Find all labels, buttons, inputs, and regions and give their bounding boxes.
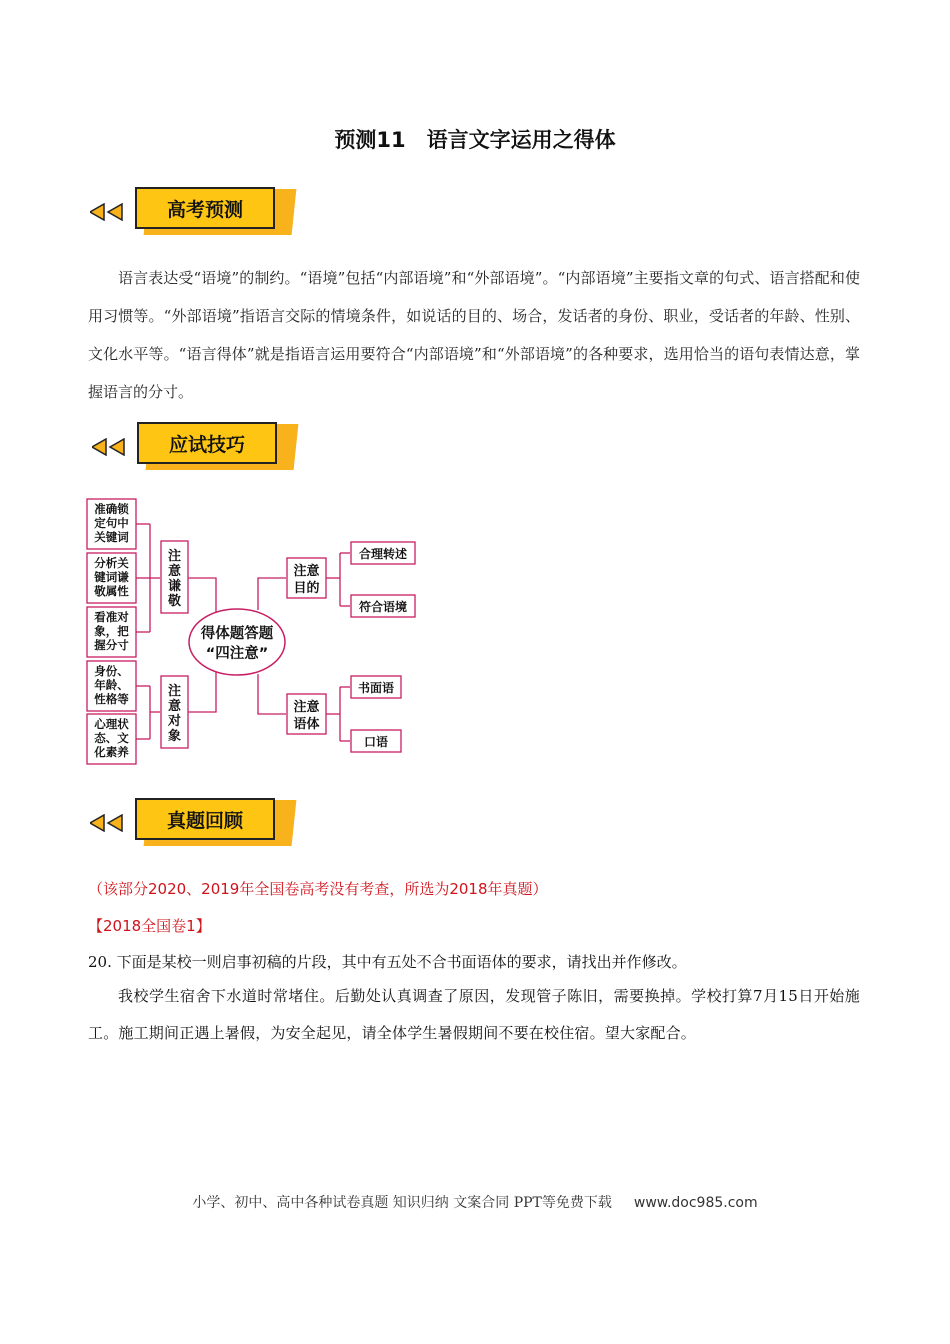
- double-left-arrow-icon: [90, 814, 130, 832]
- section-title-review: 真题回顾: [135, 798, 275, 840]
- respect-leaf-2: [87, 553, 136, 603]
- page-footer: [0, 1192, 950, 1212]
- svg-text:准确锁: 准确锁: [94, 502, 129, 516]
- style-leaf-1: [351, 676, 401, 698]
- forecast-paragraph: 语言表达受“语境”的制约。“语境”包括“内部语境”和“外部语境”。“内部语境”主要指文章的句式、语言搭配和使用习惯等。“外部语境”指语言交际的情境条件，如说话的目的、场合，发话者的身份、职业，受话者的年龄、性别、文化水平等。“语言得体”就是指语言运用要符合“内部语境”和“外部语境”的各种要求，选用恰当的语句表情达意，掌握语言的分寸。: [88, 269, 860, 401]
- svg-text:年龄、: 年龄、: [94, 678, 129, 692]
- respect-leaf-3: [87, 607, 136, 657]
- section-title-skills: 应试技巧: [137, 422, 277, 464]
- footer-url[interactable]: www.doc985.com: [633, 1195, 758, 1211]
- purpose-leaf-2: [351, 595, 415, 617]
- svg-text:目的: 目的: [293, 581, 320, 596]
- svg-text:分析关: 分析关: [94, 556, 129, 570]
- svg-text:键词谦: 键词谦: [94, 570, 129, 584]
- source-tag: 【2018全国卷1】: [88, 917, 211, 935]
- double-left-arrow-icon: [92, 438, 132, 456]
- svg-text:注意: 注意: [293, 564, 320, 579]
- svg-text:“四注意”: “四注意”: [205, 646, 269, 662]
- svg-text:口语: 口语: [363, 735, 389, 749]
- review-note: （该部分2020、2019年全国卷高考没有考查，所选为2018年真题）: [88, 880, 548, 898]
- style-leaf-2: [351, 730, 401, 752]
- svg-text:性格等: 性格等: [94, 692, 129, 706]
- mindmap-center: [189, 609, 285, 675]
- svg-text:得体题答题: 得体题答题: [200, 626, 274, 642]
- respect-leaf-1: [87, 499, 136, 549]
- branch-label: 注意谦敬: [167, 549, 182, 609]
- branch-purpose: [287, 558, 326, 598]
- svg-text:符合语境: 符合语境: [358, 600, 408, 614]
- svg-text:书面语: 书面语: [357, 681, 395, 695]
- branch-style: [287, 694, 326, 734]
- footer-text: 小学、初中、高中各种试卷真题 知识归纳 文案合同 PPT等免费下载: [192, 1195, 612, 1211]
- svg-text:合理转述: 合理转述: [358, 547, 408, 561]
- object-leaf-2: [87, 714, 136, 764]
- svg-text:敬属性: 敬属性: [94, 584, 129, 598]
- svg-text:看准对: 看准对: [94, 610, 129, 624]
- svg-text:关键词: 关键词: [94, 530, 129, 544]
- svg-text:注意: 注意: [293, 700, 320, 715]
- double-left-arrow-icon: [90, 203, 130, 221]
- svg-text:握分寸: 握分寸: [94, 638, 129, 652]
- notice-passage: 我校学生宿舍下水道时常堵住。后勤处认真调查了原因，发现管子陈旧，需要换掉。学校打算7月15日开始施工。施工期间正遇上暑假，为安全起见，请全体学生暑假期间不要在校住宿。望大家配合。: [88, 987, 860, 1042]
- answer-mindmap: [84, 496, 424, 768]
- section-title-forecast: 高考预测: [135, 187, 275, 229]
- purpose-leaf-1: [351, 542, 415, 564]
- svg-text:象，把: 象，把: [94, 624, 129, 638]
- question-20: 20. 下面是某校一则启事初稿的片段，其中有五处不合书面语体的要求，请找出并作修改。: [88, 953, 687, 971]
- svg-text:身份、: 身份、: [94, 664, 129, 678]
- svg-text:语体: 语体: [293, 717, 320, 732]
- svg-text:态、文: 态、文: [94, 731, 129, 745]
- branch-label: 注意对象: [167, 684, 182, 744]
- svg-text:化素养: 化素养: [94, 745, 129, 759]
- svg-text:心理状: 心理状: [94, 717, 129, 731]
- page-title: 预测11 语言文字运用之得体: [334, 128, 616, 152]
- svg-text:定句中: 定句中: [94, 516, 129, 530]
- object-leaf-1: [87, 661, 136, 711]
- branch-respect: [161, 541, 188, 613]
- branch-object: [161, 676, 188, 748]
